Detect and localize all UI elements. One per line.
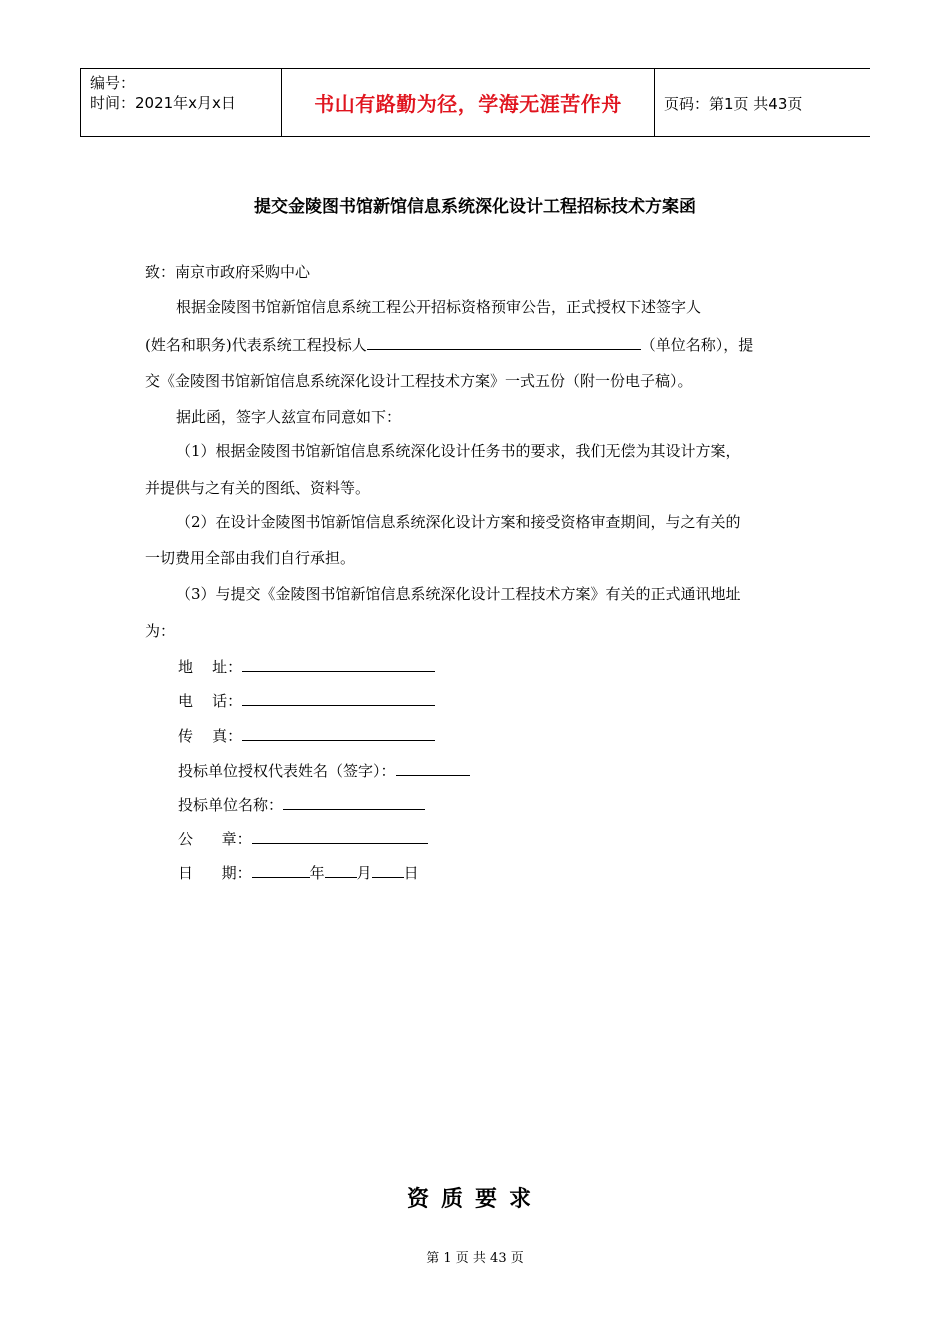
seal-row: [178, 828, 428, 849]
header-border-left: [80, 69, 81, 136]
date-label: 日 期：: [178, 864, 252, 882]
header-motto: 书山有路勤为径，学海无涯苦作舟: [314, 92, 622, 116]
address-label: 地 址：: [178, 658, 243, 676]
fax-blank: [242, 725, 435, 741]
company-row: [178, 794, 425, 815]
para2: 据此函，签字人兹宣布同意如下：: [176, 408, 402, 426]
header-page-info: 页码：第1页 共43页: [664, 95, 803, 113]
phone-row: [178, 690, 435, 711]
company-name-blank: [367, 334, 641, 350]
item3-line1: （3）与提交《金陵图书馆新馆信息系统深化设计工程技术方案》有关的正式通讯地址: [176, 585, 741, 603]
date-row: [178, 862, 419, 883]
header-table: [80, 68, 870, 137]
company-blank: [283, 794, 425, 810]
item1-line1: （1）根据金陵图书馆新馆信息系统深化设计任务书的要求，我们无偿为其设计方案，: [176, 442, 741, 460]
section-title: 资质要求: [406, 1186, 543, 1212]
item2-line1: （2）在设计金陵图书馆新馆信息系统深化设计方案和接受资格审查期间，与之有关的: [176, 513, 741, 531]
year-label: 年: [309, 864, 325, 882]
serial-label: 编号：: [90, 74, 136, 92]
representative-row: [178, 760, 470, 781]
day-blank: [372, 862, 404, 878]
phone-blank: [242, 690, 435, 706]
representative-blank: [396, 760, 470, 776]
month-blank: [325, 862, 357, 878]
para1-line2-post: （单位名称），提: [640, 336, 754, 354]
address-row: [178, 656, 435, 677]
document-title: 提交金陵图书馆新馆信息系统深化设计工程招标技术方案函: [254, 197, 696, 217]
seal-blank: [252, 828, 428, 844]
item2-line2: 一切费用全部由我们自行承担。: [145, 549, 356, 567]
fax-row: [178, 725, 435, 746]
header-divider-2: [654, 69, 655, 136]
day-label: 日: [403, 864, 419, 882]
page-footer: 第 1 页 共 43 页: [426, 1251, 524, 1266]
company-label: 投标单位名称：: [178, 796, 284, 814]
time-label: 时间：2021年x月x日: [90, 94, 236, 112]
representative-label: 投标单位授权代表姓名（签字）：: [178, 762, 396, 780]
fax-label: 传 真：: [178, 727, 243, 745]
header-left-cell: [90, 73, 236, 113]
item1-line2: 并提供与之有关的图纸、资料等。: [145, 479, 371, 497]
para1-line1: 根据金陵图书馆新馆信息系统工程公开招标资格预审公告，正式授权下述签字人: [176, 298, 702, 316]
addressee: 致：南京市政府采购中心: [145, 263, 311, 281]
month-label: 月: [356, 864, 372, 882]
seal-label: 公 章：: [178, 830, 252, 848]
address-blank: [242, 656, 435, 672]
para1-line2: [145, 334, 753, 355]
item3-line2: 为：: [145, 622, 176, 640]
para1-line2-pre: (姓名和职务)代表系统工程投标人: [145, 336, 367, 354]
para1-line3: 交《金陵图书馆新馆信息系统深化设计工程技术方案》一式五份（附一份电子稿）。: [145, 372, 693, 390]
year-blank: [252, 862, 310, 878]
phone-label: 电 话：: [178, 692, 243, 710]
